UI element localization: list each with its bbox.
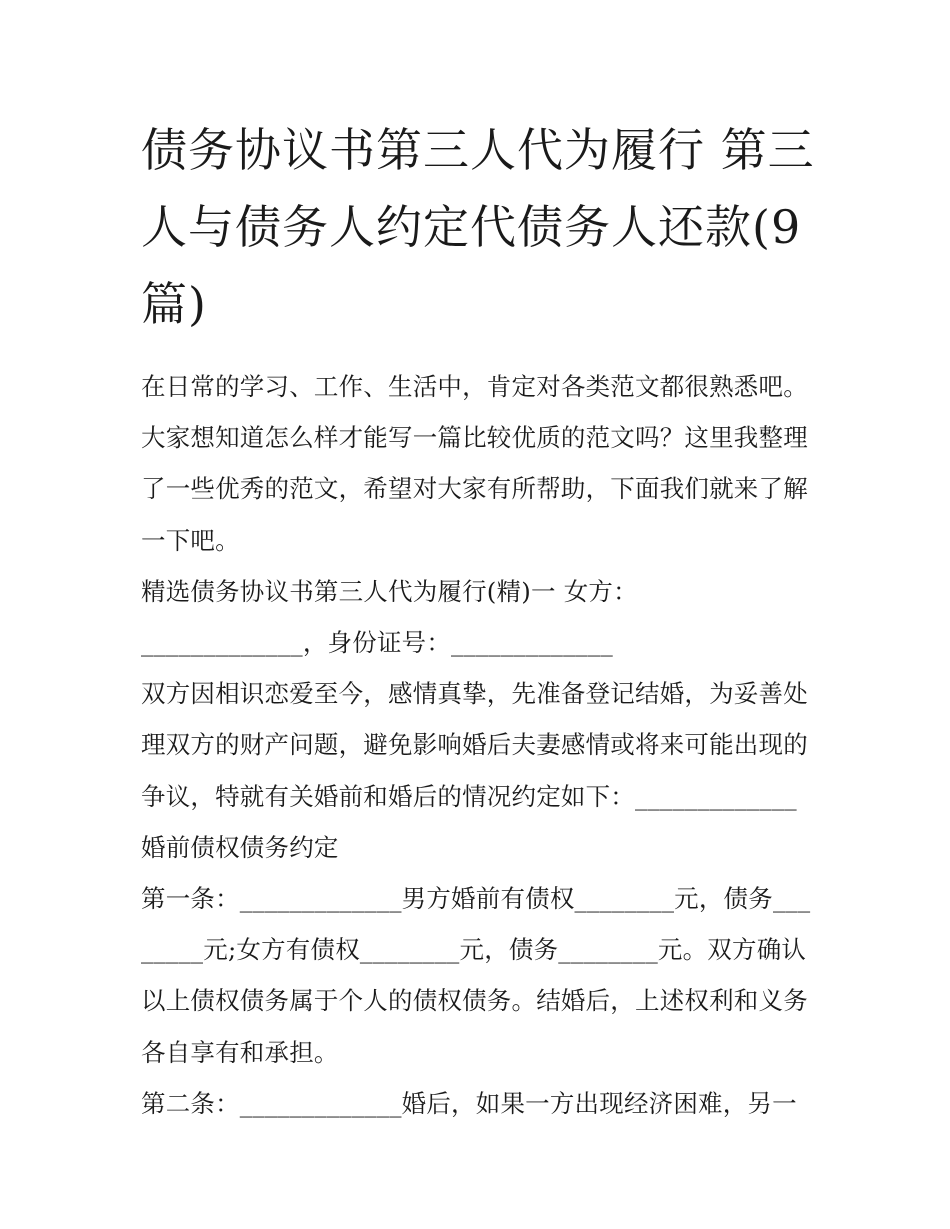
document-page [141, 112, 817, 1129]
document-title: 债务协议书第三人代为履行 第三人与债务人约定代债务人还款(9篇) [141, 123, 815, 331]
subsection-heading: 婚前债权债务约定 [141, 832, 339, 862]
article-two: 第二条：_____________婚后，如果一方出现经济困难，另一 [141, 1088, 797, 1118]
intro-paragraph: 在日常的学习、工作、生活中，肯定对各类范文都很熟悉吧。大家想知道怎么样才能写一篇比较优质的范文吗？这里我整理了一些优秀的范文，希望对大家有所帮助，下面我们就来了解一下吧。 [141, 372, 808, 555]
section-heading: 精选债务协议书第三人代为履行(精)一 女方： [141, 576, 638, 606]
agreement-preamble: 双方因相识恋爱至今，感情真挚，先准备登记结婚，为妥善处理双方的财产问题，避免影响婚后夫妻感情或将来可能出现的争议，特就有关婚前和婚后的情况约定如下：_____________ [141, 679, 808, 811]
article-one: 第一条：_____________男方婚前有债权________元，债务________元;女方有债权________元，债务________元。双方确认以上债权债务属于个人的债权债务。结婚后，上述权利和义务各自享有和承担。 [141, 884, 811, 1067]
id-number-line: _____________，身份证号：_____________ [141, 628, 613, 658]
document-body [141, 361, 817, 1129]
